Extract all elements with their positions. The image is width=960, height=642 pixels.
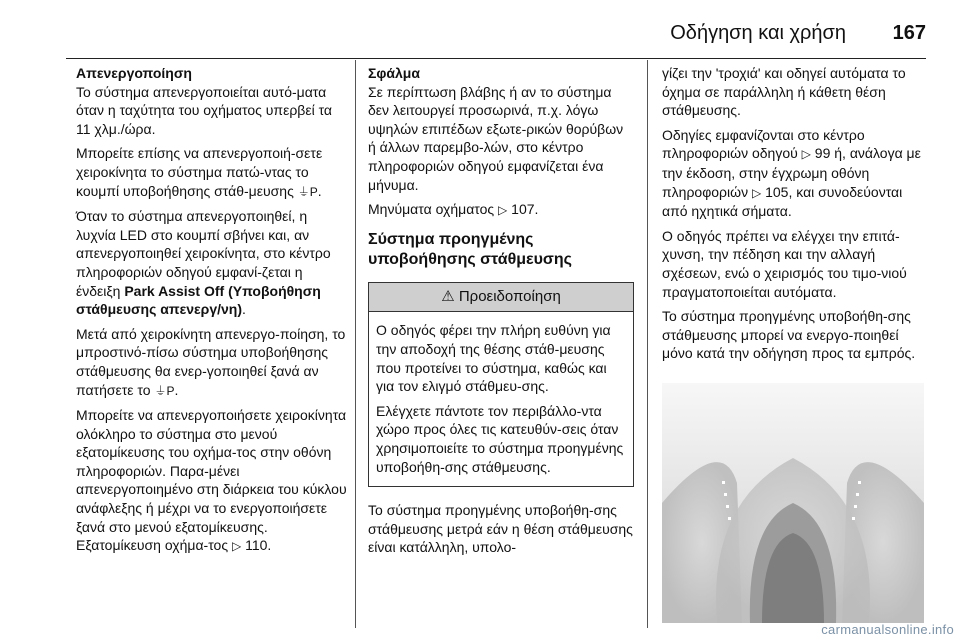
paragraph: Μπορείτε να απενεργοποιήσετε χειροκίνητα ολόκληρο το σύστημα στο μενού εξατομίκευσης του οχήμα-τος στην οθόνη πληροφοριών. Παρα-μένει απενεργοποιημένο στη διάρκεια του κύκλου ανάφλεξης ή μέχρι να το ενεργοποιήσετε ξανά στο μενού εξατομίκευσης. Εξατομίκευση οχήμα-τος ▷ 110. [76, 407, 347, 554]
column-divider-2 [647, 60, 648, 628]
paragraph: Το σύστημα απενεργοποιείται αυτό-ματα όταν η ταχύτητα του οχήματος υπερβεί τα 11 χλμ./ώρα. [76, 83, 333, 137]
page-reference[interactable]: 107. [511, 201, 539, 218]
reference-arrow-icon: ▷ [751, 185, 762, 200]
column-3 [662, 64, 930, 628]
section-title: Σύστημα προηγμένης υποβοήθησης στάθμευσης [368, 230, 572, 268]
page-reference[interactable]: 110. [245, 537, 272, 554]
warning-body [369, 312, 633, 486]
header-rule [66, 58, 926, 59]
paragraph: Μηνύματα οχήματος ▷ 107. [368, 201, 539, 218]
page-number: 167 [892, 22, 926, 44]
paragraph: Το σύστημα προηγμένης υποβοήθη-σης στάθμευσης μετρά εάν η θέση στάθμευσης είναι κατάλληλη, υπολο- [368, 502, 633, 556]
parking-assist-button-icon: ⏚P [154, 383, 175, 398]
paragraph: Σε περίπτωση βλάβης ή αν το σύστημα δεν λειτουργεί προσωρινά, π.χ. λόγω υψηλών επιπέδων εξωτε-ρικών θορύβων ή άλλων παρεμβο-λών, στο κέντρο πληροφοριών οδηγού εμφανίζεται ένα μήνυμα. [368, 83, 624, 193]
park-assist-off-message: Park Assist Off (Υποβοήθηση στάθμευσης απενεργ/νη) [76, 282, 321, 318]
column-1 [76, 64, 348, 562]
paragraph: Μπορείτε επίσης να απενεργοποιή-σετε χειροκίνητα το σύστημα πατώ-ντας το κουμπί υποβοήθησης στάθ-μευσης ⏚P. [76, 145, 323, 199]
column-2 [368, 64, 634, 563]
paragraph: Το σύστημα προηγμένης υποβοήθη-σης στάθμευσης μπορεί να ενεργο-ποιηθεί μόνο κατά την οδήγηση προς τα εμπρός. [662, 308, 916, 362]
fault-heading: Σφάλμα [368, 65, 420, 81]
paragraph: Όταν το σύστημα απενεργοποιηθεί, η λυχνία LED στο κουμπί σβήνει και, αν απενεργοποιηθεί χειροκίνητα, στο κέντρο πληροφοριών οδηγού εμφανί-ζεται η ένδειξη Park Assist Off (Υποβοήθηση στάθμευσης απενεργ/νη). [76, 208, 331, 318]
reference-arrow-icon: ▷ [801, 147, 811, 162]
reference-arrow-icon: ▷ [498, 203, 508, 218]
column-divider-1 [355, 60, 356, 628]
page-reference[interactable]: 99 [814, 145, 831, 162]
warning-paragraph: Ο οδηγός φέρει την πλήρη ευθύνη για την αποδοχή της θέσης στάθ-μευσης που προτείνει το σύστημα, καθώς και για τον ελιγμό στάθμευ-σης. [376, 322, 611, 395]
paragraph: Οδηγίες εμφανίζονται στο κέντρο πληροφοριών οδηγού ▷ 99 ή, ανάλογα με την έκδοση, στην έγχρωμη οθόνη πληροφοριών ▷ 105, και συνοδεύονται από ηχητικά σήματα. [662, 126, 921, 220]
paragraph: Μετά από χειροκίνητη απενεργο-ποίηση, το μπροστινό-πίσω σύστημα υποβοήθησης στάθμευσης θα ενερ-γοποιηθεί ξανά αν πατήσετε το ⏚P. [76, 325, 346, 398]
warning-box [368, 282, 634, 487]
warning-triangle-icon: ⚠ [441, 287, 455, 305]
parking-sensor-illustration [662, 383, 924, 623]
page-header [66, 6, 926, 52]
reference-arrow-icon: ▷ [231, 539, 242, 554]
warning-header: ⚠ Προειδοποίηση [369, 283, 633, 313]
deactivation-heading: Απενεργοποίηση [76, 65, 192, 81]
watermark: carmanualsonline.info [821, 622, 954, 638]
page-reference[interactable]: 105, [765, 183, 793, 200]
paragraph: Ο οδηγός πρέπει να ελέγχει την επιτά-χυνση, την πέδηση και την αλλαγή σχέσεων, ενώ ο χειρισμός του τιμο-νιού πραγματοποιείται αυτόματα. [662, 227, 907, 300]
paragraph: γίζει την 'τροχιά' και οδηγεί αυτόματα το όχημα σε παράλληλη ή κάθετη θέση στάθμευσης. [662, 65, 906, 119]
chapter-title: Οδήγηση και χρήση [670, 22, 846, 44]
parking-assist-button-icon: ⏚P [297, 184, 318, 199]
warning-paragraph: Ελέγχετε πάντοτε τον περιβάλλο-ντα χώρο προς όλες τις κατευθύν-σεις όταν χρησιμοποιείτε το σύστημα προηγμένης υποβοήθη-σης στάθμευσης. [376, 402, 624, 475]
